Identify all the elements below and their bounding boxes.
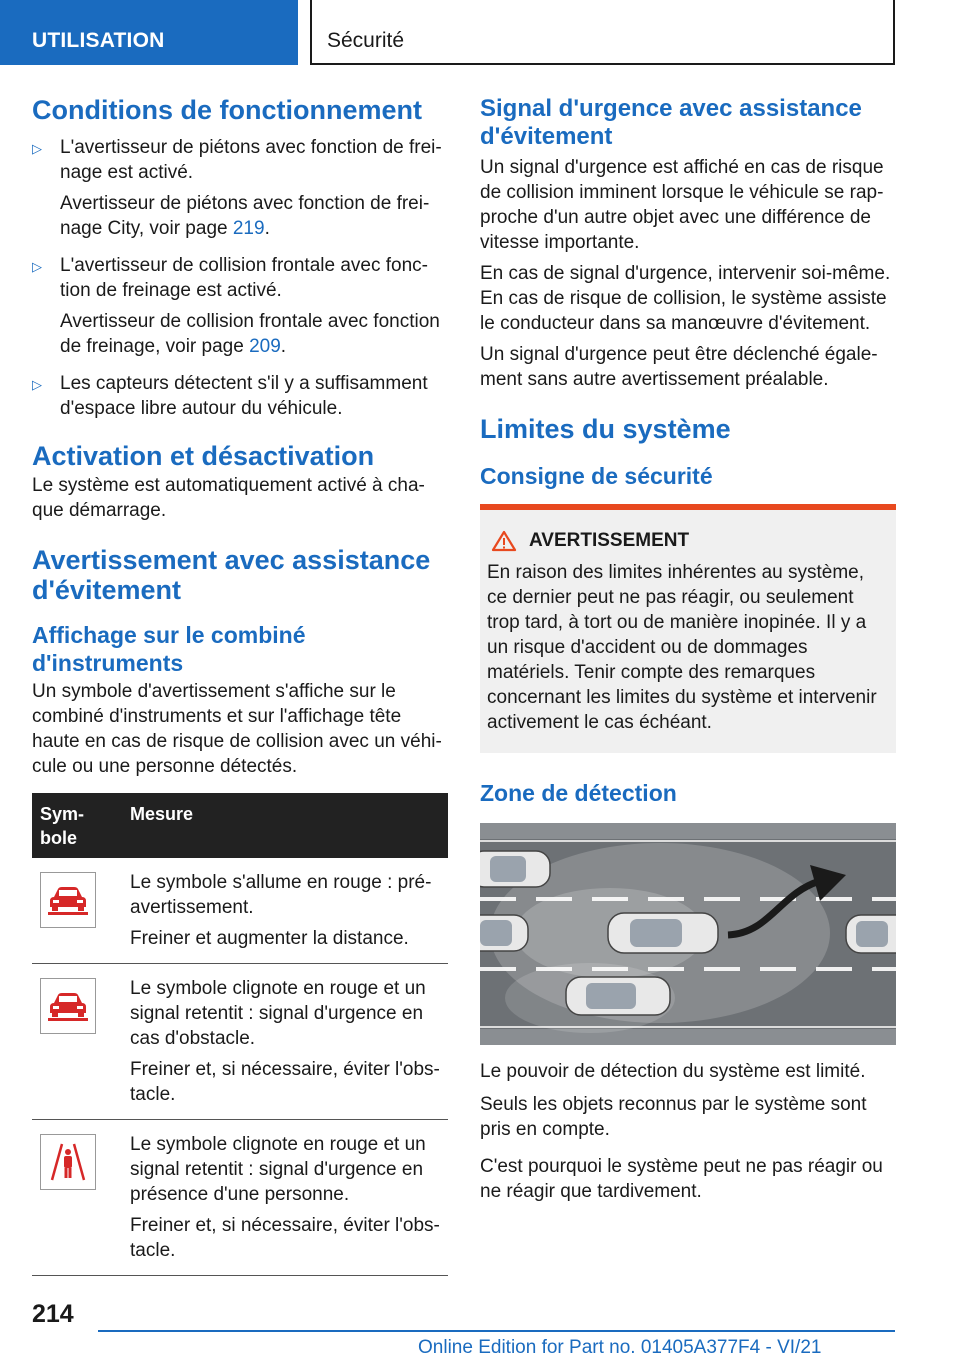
section-tab: UTILISATION (0, 0, 298, 65)
edition-text: Online Edition for Part no. 01405A377F4 - VI/21 (418, 1337, 822, 1358)
signal-text: En cas de signal d'urgence, intervenir soi-même. En cas de risque de collision, le système assiste le conducteur dans sa manœuvre d'évitement. (480, 263, 891, 334)
detection-zone-illustration (480, 823, 896, 1045)
car-warning-icon (40, 978, 96, 1034)
measure-text: Le symbole s'allume en rouge : préavertissement. (130, 872, 432, 918)
activation-text: Le système est automatiquement activé à chaque démarrage. (32, 475, 425, 521)
warning-label: AVERTISSEMENT (529, 530, 690, 551)
measure-text: Freiner et, si nécessaire, éviter l'obstacle. (130, 1215, 440, 1261)
col-symbol-header: Symbole (32, 793, 122, 858)
bullet-text: L'avertisseur de piétons avec fonction de freinage est activé. (60, 137, 442, 183)
zone-text: Seuls les objets reconnus par le système sont pris en compte. (480, 1094, 867, 1140)
measure-text: Le symbole clignote en rouge et un signal retentit : signal d'urgence en cas d'obstacle. (130, 978, 426, 1049)
triangle-bullet-icon: ▷ (32, 141, 42, 156)
list-item (32, 371, 448, 421)
list-item (32, 135, 448, 241)
col-measure-header: Mesure (122, 793, 448, 858)
pedestrian-warning-icon (40, 1134, 96, 1190)
left-column (32, 95, 448, 1276)
limites-title: Limites du système (480, 414, 731, 444)
list-item (32, 253, 448, 359)
warning-box (480, 504, 896, 753)
warning-triangle-icon (491, 530, 517, 552)
signal-title: Signal d'urgence avec assistance d'évitement (480, 95, 862, 150)
zone-text: C'est pourquoi le système peut ne pas réagir ou ne réagir que tardivement. (480, 1156, 883, 1202)
triangle-bullet-icon: ▷ (32, 259, 42, 274)
right-column (480, 95, 896, 1204)
table-row (32, 1120, 448, 1276)
warning-text: En raison des limites inhérentes au système, ce dernier peut ne pas réagir, ou seulement trop tard, à tort ou de manière inopinée. Il y a un risque d'accident ou de dommages matériels. Tenir compte des remarques concernant les limites du système et intervenir activement le cas échéant. (487, 562, 877, 733)
activation-title: Activation et désactivation (32, 441, 375, 471)
table-row (32, 858, 448, 964)
warning-header (487, 530, 888, 552)
signal-text: Un signal d'urgence est affiché en cas de risque de collision imminent lorsque le véhicule se rapproche d'un autre objet avec une différence de vitesse importante. (480, 157, 884, 253)
car-warning-icon (40, 872, 96, 928)
bullet-text: L'avertisseur de collision frontale avec fonction de freinage est activé. (60, 255, 428, 301)
zone-title: Zone de détection (480, 780, 677, 806)
conditions-title: Conditions de fonctionnement (32, 95, 422, 125)
triangle-bullet-icon: ▷ (32, 377, 42, 392)
symbol-table (32, 793, 448, 1276)
consigne-subtitle: Consigne de sécurité (480, 463, 713, 489)
bullet-ref: Avertisseur de piétons avec fonction de freinage City, voir page 219. (60, 193, 430, 239)
measure-text: Freiner et, si nécessaire, éviter l'obstacle. (130, 1059, 440, 1105)
footer-divider (98, 1330, 895, 1332)
affichage-subtitle: Affichage sur le combiné d'instruments (32, 622, 306, 676)
measure-text: Le symbole clignote en rouge et un signal retentit : signal d'urgence en présence d'une personne. (130, 1134, 426, 1205)
affichage-text: Un symbole d'avertissement s'affiche sur le combiné d'instruments et sur l'affichage tête haute en cas de risque de collision avec un véhicule ou une personne détectés. (32, 681, 442, 777)
bullet-text: Les capteurs détectent s'il y a suffisamment d'espace libre autour du véhicule. (60, 373, 428, 419)
measure-text: Freiner et augmenter la distance. (130, 928, 409, 949)
topic-header: Sécurité (310, 0, 895, 65)
table-row (32, 964, 448, 1120)
avertissement-title: Avertissement avec assistance d'évitement (32, 545, 431, 605)
page-link-219[interactable]: 219 (232, 218, 265, 239)
page-number: 214 (32, 1300, 74, 1328)
page-link-209[interactable]: 209 (249, 336, 281, 357)
signal-text: Un signal d'urgence peut être déclenché également sans autre avertissement préalable. (480, 344, 878, 390)
zone-text: Le pouvoir de détection du système est limité. (480, 1061, 866, 1082)
bullet-ref: Avertisseur de collision frontale avec fonction de freinage, voir page 209. (60, 311, 440, 357)
car-shape (480, 851, 550, 887)
